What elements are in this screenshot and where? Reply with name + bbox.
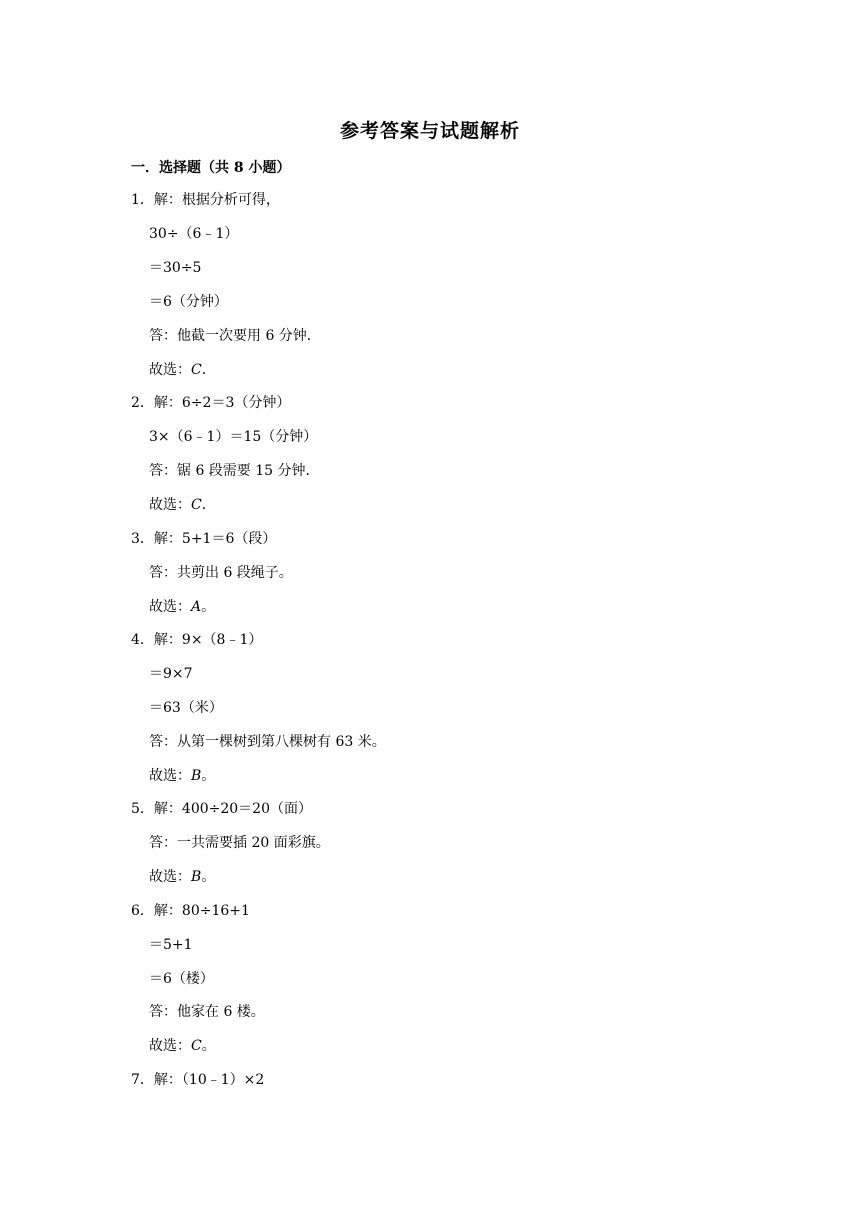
- q6-choice: 故选：C。: [149, 1038, 216, 1054]
- q1-head: 1．解：根据分析可得，: [131, 192, 280, 208]
- q4-line-2: ＝63（米）: [149, 700, 223, 716]
- q5-answer: 答：一共需要插 20 面彩旗。: [149, 835, 330, 851]
- q1-line-3: ＝6（分钟）: [149, 294, 228, 310]
- q3-head: 3．解：5+1＝6（段）: [131, 531, 277, 547]
- q1-line-2: ＝30÷5: [149, 260, 202, 276]
- q4-choice: 故选：B。: [149, 768, 216, 784]
- q5-choice: 故选：B。: [149, 869, 216, 885]
- section-heading: 一．选择题（共 8 小题）: [131, 160, 291, 176]
- q6-head: 6．解：80÷16+1: [131, 903, 250, 919]
- q5-head: 5．解：400÷20＝20（面）: [131, 801, 312, 817]
- q3-answer: 答：共剪出 6 段绳子。: [149, 565, 293, 581]
- q1-answer: 答：他截一次要用 6 分钟．: [149, 328, 321, 344]
- q2-head: 2．解：6÷2＝3（分钟）: [131, 395, 291, 411]
- q6-answer: 答：他家在 6 楼。: [149, 1004, 265, 1020]
- q2-line-1: 3×（6﹣1）＝15（分钟）: [149, 429, 318, 445]
- q4-line-1: ＝9×7: [149, 666, 193, 682]
- q6-line-1: ＝5+1: [149, 937, 193, 953]
- q2-choice: 故选：C．: [149, 497, 216, 513]
- q6-line-2: ＝6（楼）: [149, 971, 214, 987]
- q3-choice: 故选：A。: [149, 599, 216, 615]
- q4-answer: 答：从第一棵树到第八棵树有 63 米。: [149, 734, 386, 750]
- page-title: 参考答案与试题解析: [339, 120, 520, 142]
- q2-answer: 答：锯 6 段需要 15 分钟．: [149, 463, 320, 479]
- q1-choice: 故选：C．: [149, 362, 216, 378]
- q1-line-1: 30÷（6﹣1）: [149, 226, 239, 242]
- q4-head: 4．解：9×（8﹣1）: [131, 632, 263, 648]
- q7-head: 7．解：（10﹣1）×2: [131, 1072, 265, 1088]
